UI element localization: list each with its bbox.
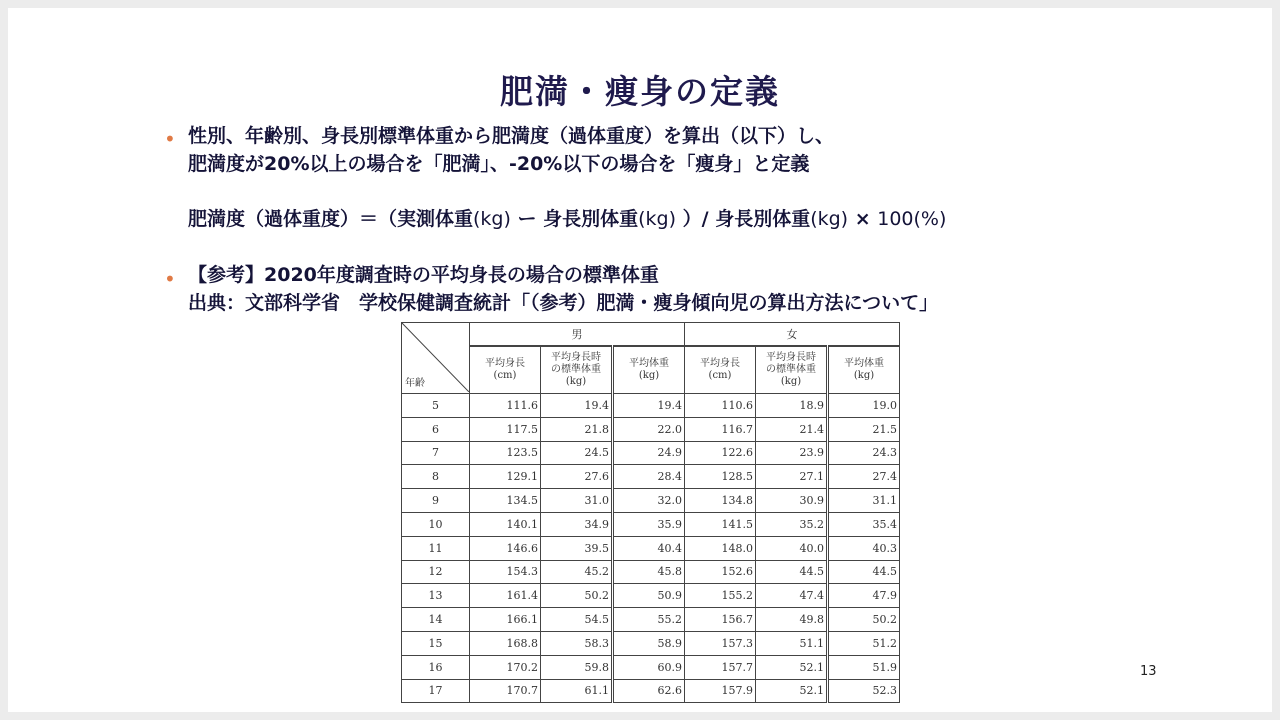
- male-std-weight-header: 平均身長時 の標準体重 (kg): [541, 346, 613, 394]
- formula-part: ）/ 身長別体重: [676, 208, 811, 230]
- value-cell: 27.6: [541, 465, 613, 489]
- value-cell: 52.3: [828, 679, 900, 703]
- value-cell: 31.1: [828, 489, 900, 513]
- value-cell: 47.4: [756, 584, 828, 608]
- value-cell: 134.8: [685, 489, 756, 513]
- age-cell: 5: [402, 394, 470, 418]
- value-cell: 140.1: [470, 512, 541, 536]
- value-cell: 141.5: [685, 512, 756, 536]
- bullet-marker: •: [164, 267, 176, 291]
- value-cell: 111.6: [470, 394, 541, 418]
- value-cell: 23.9: [756, 441, 828, 465]
- bullet-reference-line2: 出典：文部科学省 学校保健調査統計「（参考）肥満・痩身傾向児の算出方法について」: [188, 292, 939, 314]
- age-cell: 12: [402, 560, 470, 584]
- table-row: [402, 394, 900, 418]
- table-row: [402, 536, 900, 560]
- value-cell: 32.0: [613, 489, 685, 513]
- formula-unit: (kg): [473, 208, 511, 230]
- value-cell: 50.2: [828, 608, 900, 632]
- bullet-marker: •: [164, 127, 176, 151]
- formula-part: 肥満度（過体重度）＝（実測体重: [188, 208, 474, 230]
- value-cell: 60.9: [613, 655, 685, 679]
- male-group-header: 男: [470, 323, 685, 347]
- value-cell: 49.8: [756, 608, 828, 632]
- value-cell: 40.4: [613, 536, 685, 560]
- age-cell: 8: [402, 465, 470, 489]
- value-cell: 19.4: [541, 394, 613, 418]
- formula: [188, 204, 946, 231]
- value-cell: 40.0: [756, 536, 828, 560]
- value-cell: 40.3: [828, 536, 900, 560]
- value-cell: 51.9: [828, 655, 900, 679]
- value-cell: 47.9: [828, 584, 900, 608]
- age-header: 年齢: [405, 378, 425, 389]
- age-cell: 7: [402, 441, 470, 465]
- value-cell: 21.4: [756, 417, 828, 441]
- value-cell: 157.9: [685, 679, 756, 703]
- table-row: [402, 489, 900, 513]
- female-weight-header: 平均体重 (kg): [828, 346, 900, 394]
- bullet-definition-line2: 肥満度が20%以上の場合を「肥満」、-20%以下の場合を「痩身」と定義: [188, 153, 810, 175]
- value-cell: 155.2: [685, 584, 756, 608]
- value-cell: 61.1: [541, 679, 613, 703]
- value-cell: 45.8: [613, 560, 685, 584]
- value-cell: 152.6: [685, 560, 756, 584]
- value-cell: 52.1: [756, 655, 828, 679]
- value-cell: 31.0: [541, 489, 613, 513]
- formula-unit: (kg): [638, 208, 677, 230]
- value-cell: 146.6: [470, 536, 541, 560]
- age-cell: 10: [402, 512, 470, 536]
- female-std-weight-header: 平均身長時 の標準体重 (kg): [756, 346, 828, 394]
- table-row: [402, 417, 900, 441]
- female-height-header: 平均身長 (cm): [685, 346, 756, 394]
- value-cell: 110.6: [685, 394, 756, 418]
- slide-title: 肥満・痩身の定義: [500, 72, 780, 111]
- age-cell: 6: [402, 417, 470, 441]
- value-cell: 39.5: [541, 536, 613, 560]
- age-cell: 15: [402, 631, 470, 655]
- table-row: [402, 655, 900, 679]
- value-cell: 35.4: [828, 512, 900, 536]
- value-cell: 59.8: [541, 655, 613, 679]
- value-cell: 154.3: [470, 560, 541, 584]
- value-cell: 157.7: [685, 655, 756, 679]
- value-cell: 34.9: [541, 512, 613, 536]
- table-row: [402, 441, 900, 465]
- table-row: [402, 584, 900, 608]
- value-cell: 27.4: [828, 465, 900, 489]
- value-cell: 21.5: [828, 417, 900, 441]
- male-weight-header: 平均体重 (kg): [613, 346, 685, 394]
- value-cell: 123.5: [470, 441, 541, 465]
- bullet-definition: [188, 122, 834, 178]
- value-cell: 51.1: [756, 631, 828, 655]
- value-cell: 117.5: [470, 417, 541, 441]
- value-cell: 19.0: [828, 394, 900, 418]
- age-cell: 16: [402, 655, 470, 679]
- value-cell: 166.1: [470, 608, 541, 632]
- formula-part: ー 身長別体重: [510, 208, 639, 230]
- value-cell: 58.9: [613, 631, 685, 655]
- value-cell: 45.2: [541, 560, 613, 584]
- value-cell: 35.9: [613, 512, 685, 536]
- table-row: [402, 631, 900, 655]
- value-cell: 44.5: [756, 560, 828, 584]
- value-cell: 148.0: [685, 536, 756, 560]
- standard-weight-table: [401, 322, 900, 703]
- age-cell: 9: [402, 489, 470, 513]
- age-cell: 17: [402, 679, 470, 703]
- value-cell: 156.7: [685, 608, 756, 632]
- value-cell: 18.9: [756, 394, 828, 418]
- value-cell: 24.3: [828, 441, 900, 465]
- value-cell: 52.1: [756, 679, 828, 703]
- age-cell: 14: [402, 608, 470, 632]
- age-header-cell: [402, 323, 470, 394]
- value-cell: 35.2: [756, 512, 828, 536]
- bullet-reference-line1: 【参考】2020年度調査時の平均身長の場合の標準体重: [188, 264, 659, 286]
- value-cell: 28.4: [613, 465, 685, 489]
- page-number: 13: [1140, 664, 1157, 679]
- value-cell: 157.3: [685, 631, 756, 655]
- bullet-definition-line1: 性別、年齢別、身長別標準体重から肥満度（過体重度）を算出（以下）し、: [188, 125, 835, 147]
- value-cell: 58.3: [541, 631, 613, 655]
- slide: [8, 8, 1272, 712]
- value-cell: 116.7: [685, 417, 756, 441]
- value-cell: 19.4: [613, 394, 685, 418]
- value-cell: 44.5: [828, 560, 900, 584]
- table-body: [402, 394, 900, 703]
- formula-unit: 100(%): [877, 208, 947, 230]
- value-cell: 168.8: [470, 631, 541, 655]
- table-row: [402, 608, 900, 632]
- female-group-header: 女: [685, 323, 900, 347]
- table-row: [402, 679, 900, 703]
- age-cell: 13: [402, 584, 470, 608]
- value-cell: 30.9: [756, 489, 828, 513]
- value-cell: 129.1: [470, 465, 541, 489]
- value-cell: 22.0: [613, 417, 685, 441]
- table-row: [402, 465, 900, 489]
- table-row: [402, 560, 900, 584]
- value-cell: 122.6: [685, 441, 756, 465]
- value-cell: 55.2: [613, 608, 685, 632]
- formula-part: ×: [848, 208, 878, 230]
- bullet-reference: [188, 261, 938, 317]
- male-height-header: 平均身長 (cm): [470, 346, 541, 394]
- value-cell: 134.5: [470, 489, 541, 513]
- value-cell: 170.7: [470, 679, 541, 703]
- value-cell: 27.1: [756, 465, 828, 489]
- formula-unit: (kg): [810, 208, 849, 230]
- table-row: [402, 512, 900, 536]
- value-cell: 21.8: [541, 417, 613, 441]
- age-cell: 11: [402, 536, 470, 560]
- value-cell: 50.2: [541, 584, 613, 608]
- value-cell: 54.5: [541, 608, 613, 632]
- value-cell: 128.5: [685, 465, 756, 489]
- value-cell: 24.5: [541, 441, 613, 465]
- value-cell: 24.9: [613, 441, 685, 465]
- value-cell: 50.9: [613, 584, 685, 608]
- value-cell: 51.2: [828, 631, 900, 655]
- value-cell: 161.4: [470, 584, 541, 608]
- value-cell: 62.6: [613, 679, 685, 703]
- value-cell: 170.2: [470, 655, 541, 679]
